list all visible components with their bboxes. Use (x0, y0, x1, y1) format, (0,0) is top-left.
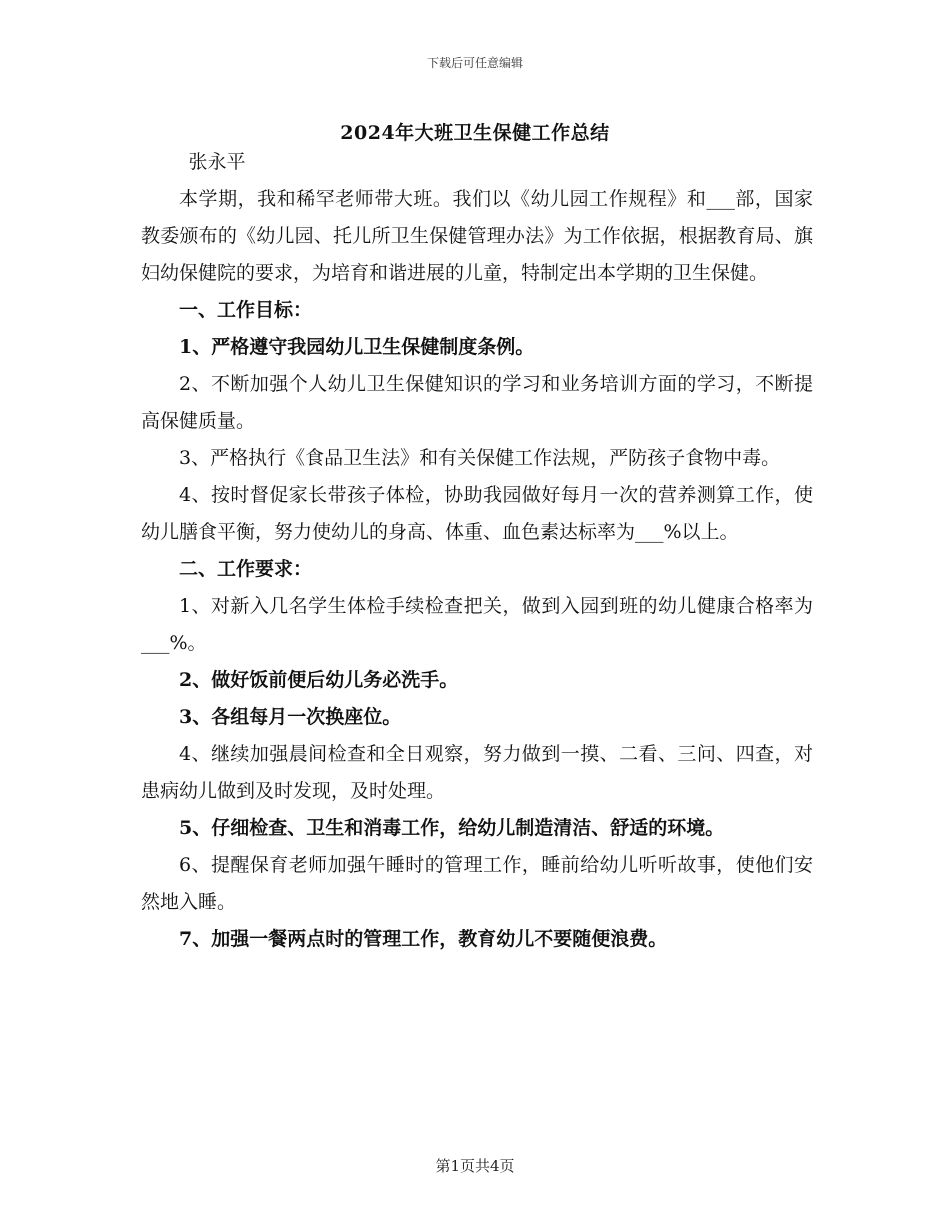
paragraph: 2、做好饭前便后幼儿务必洗手。 (179, 669, 459, 691)
paragraph: 2、不断加强个人幼儿卫生保健知识的学习和业务培训方面的学习，不断提高保健质量。 (141, 373, 813, 432)
paragraph: 4、继续加强晨间检查和全日观察，努力做到一摸、二看、三问、四查，对患病幼儿做到及时发现，及时处理。 (141, 743, 813, 802)
paragraph: 4、按时督促家长带孩子体检，协助我园做好每月一次的营养测算工作，使幼儿膳食平衡，努力使幼儿的身高、体重、血色素达标率为___%以上。 (141, 484, 813, 543)
paragraph: 3、严格执行《食品卫生法》和有关保健工作法规，严防孩子食物中毒。 (179, 447, 781, 469)
page-number-footer: 第1页共4页 (435, 1157, 515, 1175)
paragraph: 7、加强一餐两点时的管理工作，教育幼儿不要随便浪费。 (179, 928, 668, 950)
paragraph: 1、对新入几名学生体检手续检查把关，做到入园到班的幼儿健康合格率为___%。 (141, 595, 813, 654)
paragraph: 本学期，我和稀罕老师带大班。我们以《幼儿园工作规程》和___部，国家教委颁布的《幼儿园、托儿所卫生保健管理办法》为工作依据，根据教育局、旗妇幼保健院的要求，为培育和谐进展的儿童，特制定出本学期的卫生保健。 (141, 188, 813, 284)
section-heading: 二、工作要求： (179, 558, 313, 580)
document-title: 2024年大班卫生保健工作总结 (340, 122, 610, 144)
author-name: 张永平 (188, 151, 246, 173)
paragraph: 5、仔细检查、卫生和消毒工作，给幼儿制造清洁、舒适的环境。 (179, 817, 725, 839)
paragraph: 3、各组每月一次换座位。 (179, 706, 402, 728)
header-note: 下载后可任意编辑 (426, 56, 523, 70)
section-heading: 一、工作目标： (179, 299, 313, 321)
document-body (141, 144, 813, 958)
paragraph: 6、提醒保育老师加强午睡时的管理工作，睡前给幼儿听听故事，使他们安然地入睡。 (141, 854, 813, 913)
paragraph: 1、严格遵守我园幼儿卫生保健制度条例。 (179, 336, 535, 358)
